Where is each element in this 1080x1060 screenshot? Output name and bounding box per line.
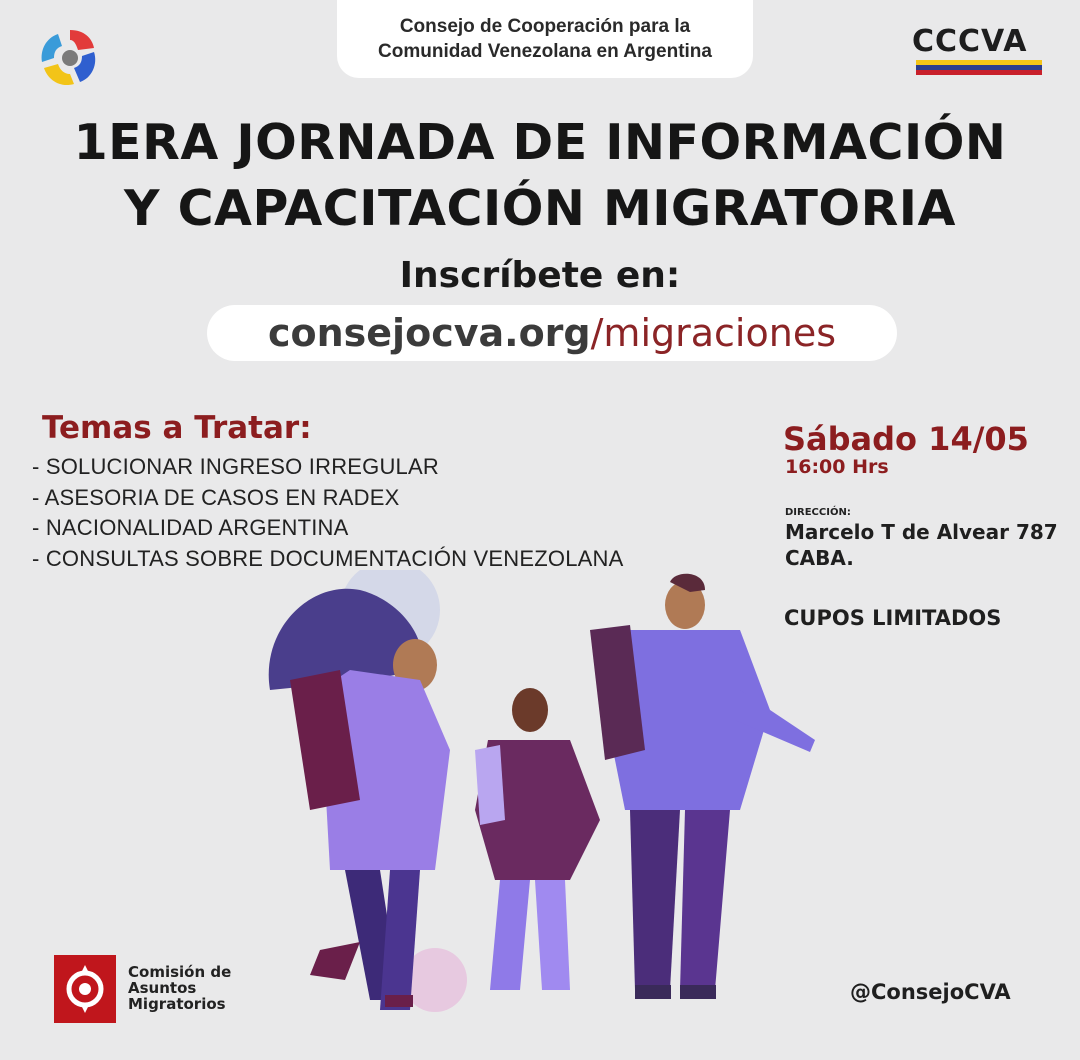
url-path: /migraciones bbox=[590, 311, 836, 355]
address-line1: Marcelo T de Alvear 787 bbox=[785, 520, 1058, 544]
commission-line2: Asuntos bbox=[128, 979, 197, 997]
address-label: DIRECCIÓN: bbox=[785, 507, 851, 518]
topics-heading: Temas a Tratar: bbox=[42, 410, 312, 446]
list-item: - SOLUCIONAR INGRESO IRREGULAR bbox=[32, 454, 439, 479]
man-figure bbox=[590, 574, 815, 999]
commission-name bbox=[128, 964, 231, 1012]
flag-stripe-red bbox=[916, 70, 1042, 75]
event-time: 16:00 Hrs bbox=[785, 456, 889, 478]
commission-line1: Comisión de bbox=[128, 963, 232, 981]
list-item: - CONSULTAS SOBRE DOCUMENTACIÓN VENEZOLANA bbox=[32, 545, 624, 571]
event-date: Sábado 14/05 bbox=[783, 420, 1029, 458]
capacity-note: CUPOS LIMITADOS bbox=[784, 606, 1002, 630]
topics-list bbox=[32, 452, 623, 574]
child-figure bbox=[475, 688, 600, 990]
event-title-line1: 1ERA JORNADA DE INFORMACIÓN bbox=[73, 114, 1007, 171]
council-logo-icon bbox=[34, 22, 106, 94]
commission-emblem-icon bbox=[54, 955, 116, 1023]
event-title-line2: Y CAPACITACIÓN MIGRATORIA bbox=[124, 180, 956, 237]
migrant-family-illustration bbox=[250, 570, 850, 1056]
list-item: - ASESORIA DE CASOS EN RADEX bbox=[32, 484, 400, 510]
registration-label: Inscríbete en: bbox=[399, 255, 681, 296]
woman-figure bbox=[269, 589, 450, 1010]
url-domain: consejocva.org bbox=[267, 311, 591, 355]
cccva-brand-text: CCCVA bbox=[912, 24, 1028, 59]
org-name-line2: Comunidad Venezolana en Argentina bbox=[378, 41, 712, 62]
org-name-line1: Consejo de Cooperación para la bbox=[399, 16, 691, 37]
address-line2: CABA. bbox=[785, 546, 854, 570]
cccva-logo bbox=[912, 22, 1048, 72]
registration-url-link[interactable] bbox=[207, 305, 897, 361]
list-item: - NACIONALIDAD ARGENTINA bbox=[32, 515, 349, 540]
organization-name-header bbox=[337, 0, 753, 78]
social-handle[interactable]: @ConsejoCVA bbox=[850, 980, 1011, 1004]
commission-line3: Migratorios bbox=[128, 995, 226, 1013]
